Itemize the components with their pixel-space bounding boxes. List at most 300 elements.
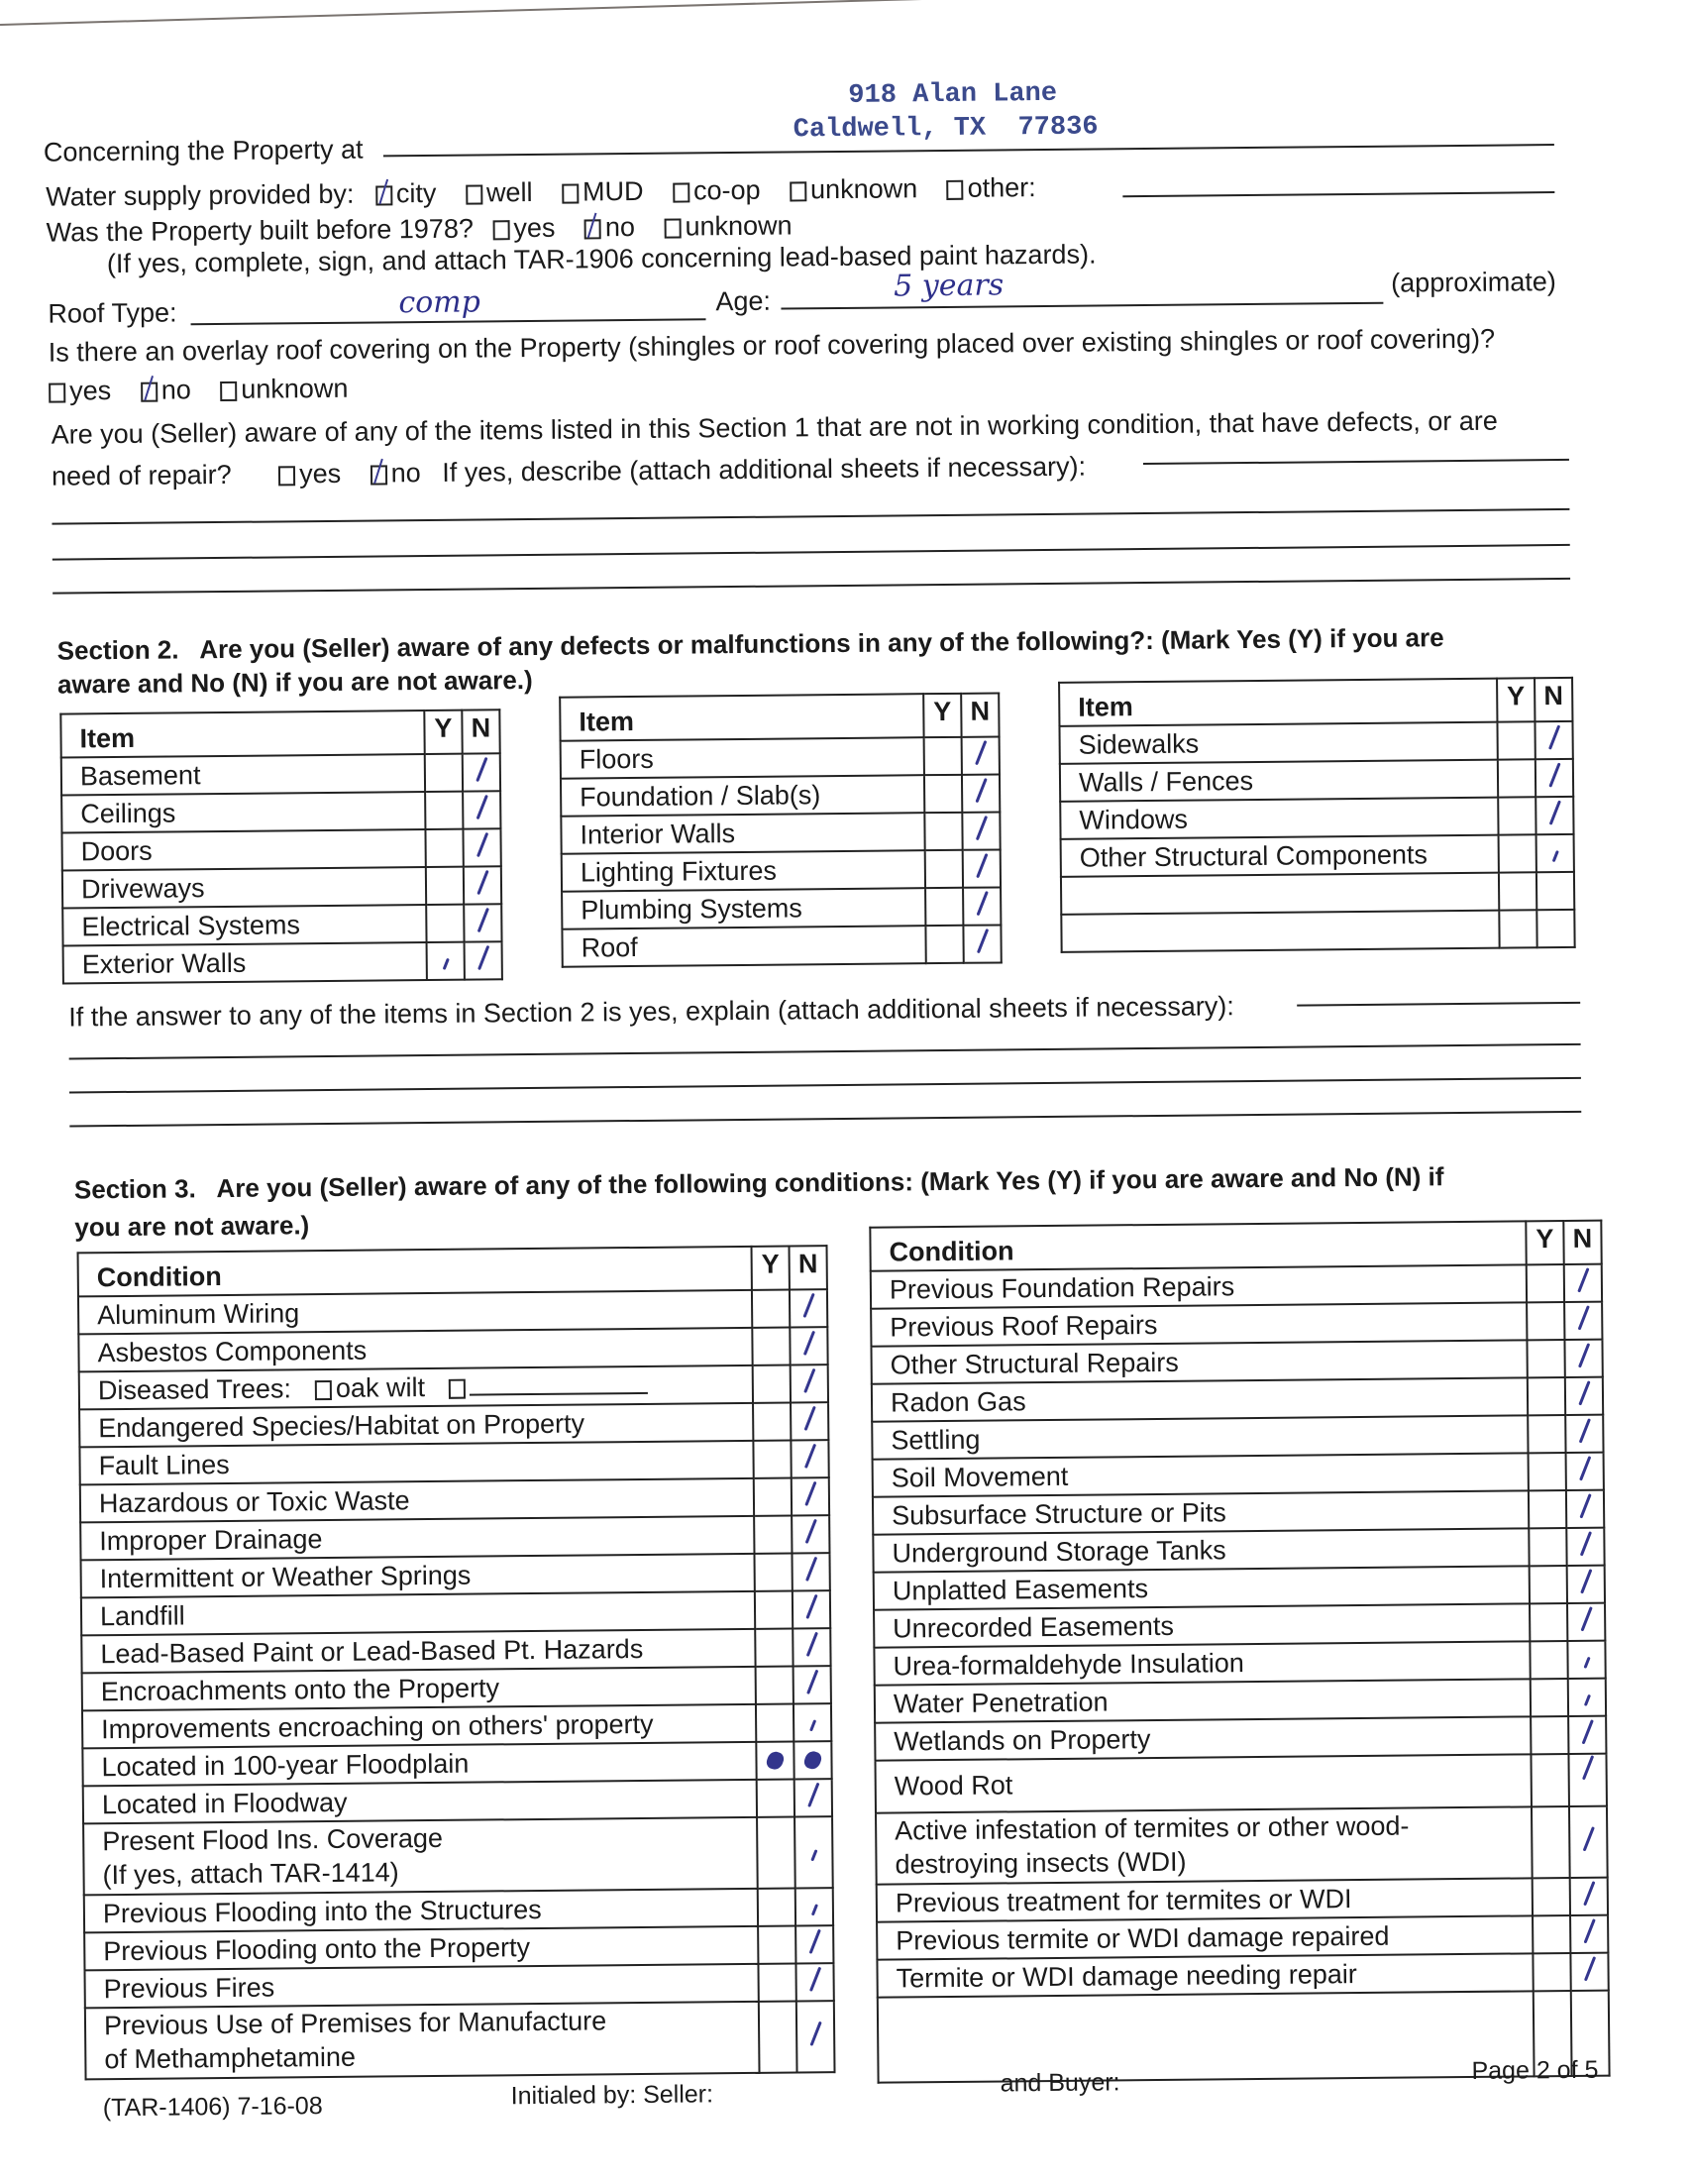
table-row — [561, 774, 1000, 816]
table-row — [1061, 834, 1574, 877]
n-cell[interactable] — [1569, 1806, 1608, 1878]
condition-label: Encroachments onto the Property — [82, 1667, 756, 1711]
repair-describe-line-3[interactable] — [53, 544, 1570, 561]
table-row — [85, 2001, 835, 2079]
table-row — [61, 753, 500, 795]
table-row — [1060, 797, 1573, 839]
overlay-no-option[interactable]: no — [141, 375, 191, 404]
condition-label: Water Penetration — [875, 1679, 1531, 1722]
check-mark-icon — [1577, 1343, 1589, 1367]
n-cell[interactable] — [794, 1666, 831, 1703]
y-cell[interactable] — [1498, 797, 1535, 834]
n-cell[interactable] — [1564, 1302, 1602, 1340]
check-mark-icon — [803, 1405, 815, 1430]
n-cell[interactable] — [465, 941, 502, 979]
n-cell[interactable] — [1566, 1453, 1604, 1490]
water-city-checkbox[interactable] — [375, 185, 392, 205]
y-cell[interactable] — [756, 1703, 794, 1741]
n-cell[interactable] — [1535, 797, 1573, 834]
y-cell[interactable] — [758, 1888, 795, 1925]
y-cell[interactable] — [1499, 910, 1536, 947]
check-mark-icon — [1582, 1826, 1594, 1851]
section2-table-3 — [1058, 677, 1576, 953]
built-unknown-option[interactable]: unknown — [664, 210, 792, 241]
check-mark-icon — [809, 2020, 821, 2045]
y-cell[interactable] — [753, 1365, 791, 1403]
built-yes-option[interactable]: yes — [492, 213, 555, 244]
condition-label[interactable] — [878, 1991, 1535, 2082]
property-label: Concerning the Property at — [43, 134, 364, 167]
repair-question-line1: Are you (Seller) aware of any of the items listed in this Section 1 that are not in working condition, that have defects, or are — [51, 405, 1498, 450]
table-row — [61, 828, 500, 870]
y-cell[interactable] — [1498, 759, 1535, 797]
condition-label: Unrecorded Easements — [874, 1603, 1530, 1647]
col-n: N — [1535, 678, 1572, 721]
water-mud-option[interactable]: MUD — [562, 176, 644, 207]
check-mark-icon — [802, 1330, 814, 1355]
check-mark-icon — [803, 1367, 815, 1392]
col-n: N — [961, 693, 999, 736]
check-mark-icon — [975, 777, 987, 802]
table-row — [61, 791, 500, 832]
n-cell[interactable] — [793, 1628, 830, 1666]
check-mark-icon — [809, 1719, 816, 1731]
n-cell[interactable] — [1567, 1603, 1605, 1641]
y-cell[interactable] — [1529, 1490, 1566, 1528]
built-unknown-checkbox[interactable] — [664, 219, 681, 239]
check-mark-icon — [1577, 1267, 1589, 1292]
n-cell[interactable] — [1564, 1340, 1602, 1377]
table-row — [1059, 721, 1572, 764]
item-label: Exterior Walls — [63, 942, 427, 984]
y-cell[interactable] — [1527, 1264, 1564, 1302]
condition-label: Urea-formaldehyde Insulation — [874, 1641, 1530, 1685]
check-mark-icon — [476, 756, 487, 781]
section2-heading-line1 — [56, 622, 1444, 666]
col-y: Y — [1526, 1221, 1563, 1264]
overlay-yes-option[interactable]: yes — [49, 376, 111, 406]
condition-label: Previous Roof Repairs — [871, 1302, 1527, 1346]
table-row — [562, 887, 1001, 928]
y-cell[interactable] — [758, 1925, 795, 1963]
roof-age-value: 5 years — [894, 268, 1005, 304]
n-cell[interactable] — [963, 925, 1001, 962]
check-mark-icon — [1578, 1380, 1590, 1405]
water-well-option[interactable]: well — [466, 177, 533, 208]
check-mark-icon — [1583, 1693, 1590, 1705]
item-label: Driveways — [62, 867, 426, 909]
repair-no-checkbox[interactable] — [371, 465, 387, 485]
y-cell[interactable] — [756, 1667, 794, 1704]
check-mark-icon — [976, 852, 988, 877]
section3-table-left — [77, 1245, 836, 2080]
water-unknown-checkbox[interactable] — [790, 181, 806, 201]
check-mark-icon — [477, 944, 489, 969]
n-cell[interactable] — [1566, 1490, 1604, 1528]
check-mark-icon — [802, 1292, 814, 1317]
other-tree-option[interactable] — [449, 1369, 648, 1401]
repair-question-row — [51, 451, 1087, 491]
repair-no-option[interactable]: no — [371, 458, 421, 488]
n-cell[interactable] — [1568, 1716, 1606, 1754]
and-buyer: and Buyer: — [1000, 2068, 1120, 2098]
y-cell[interactable] — [1530, 1603, 1567, 1641]
condition-label: Aluminum Wiring — [78, 1290, 752, 1335]
n-cell[interactable] — [1568, 1679, 1606, 1716]
condition-label: Previous Flooding onto the Property — [84, 1926, 758, 1971]
other-tree-checkbox[interactable] — [449, 1378, 466, 1398]
y-cell[interactable] — [925, 926, 963, 963]
section3-table-right — [869, 1220, 1610, 2084]
condition-label: Termite or WDI damage needing repair — [877, 1953, 1533, 1997]
y-cell[interactable] — [1533, 1953, 1570, 1991]
section2-explain-line-3[interactable] — [69, 1077, 1581, 1094]
check-mark-icon — [975, 815, 987, 839]
condition-label: Previous Use of Premises for Manufacture of Methamphetamine — [85, 2002, 760, 2080]
condition-label: Active infestation of termites or other wood- destroying insects (WDI) — [876, 1806, 1533, 1884]
y-cell[interactable] — [758, 1963, 795, 2001]
y-cell[interactable] — [1528, 1377, 1565, 1415]
y-cell[interactable] — [754, 1478, 792, 1516]
condition-label: Previous Fires — [84, 1964, 758, 2009]
n-cell[interactable] — [962, 812, 1000, 849]
y-cell[interactable] — [925, 850, 963, 888]
n-cell[interactable] — [1566, 1528, 1604, 1566]
section3-title: Are you (Seller) aware of any of the following conditions: (Mark Yes (Y) if you are aware and No (N) if — [216, 1161, 1444, 1204]
section3-heading-line1 — [73, 1161, 1444, 1205]
check-mark-icon — [1583, 1881, 1595, 1906]
check-mark-icon — [1581, 1719, 1593, 1744]
y-cell[interactable] — [754, 1554, 792, 1591]
n-cell[interactable] — [794, 1779, 832, 1816]
water-coop-checkbox[interactable] — [673, 182, 689, 202]
n-cell[interactable] — [963, 849, 1001, 887]
y-cell[interactable] — [924, 737, 962, 775]
item-label: Doors — [61, 829, 425, 871]
diseased-trees-cell — [79, 1365, 753, 1410]
y-cell[interactable] — [754, 1516, 792, 1554]
address-line-2: Caldwell, TX 77836 — [793, 112, 1099, 146]
n-cell[interactable] — [463, 791, 500, 828]
n-cell[interactable] — [1567, 1566, 1605, 1603]
n-cell[interactable] — [793, 1590, 830, 1628]
y-cell[interactable] — [427, 942, 465, 980]
n-cell[interactable] — [1568, 1754, 1607, 1806]
y-cell[interactable] — [756, 1741, 794, 1779]
condition-label: Fault Lines — [79, 1441, 753, 1485]
col-condition: Condition — [870, 1221, 1526, 1270]
scribble-mark-icon — [802, 1749, 823, 1771]
oak-wilt-checkbox[interactable] — [315, 1379, 332, 1399]
col-y: Y — [752, 1247, 790, 1290]
built-no-option[interactable]: no — [584, 212, 635, 242]
n-cell[interactable] — [464, 904, 501, 941]
check-mark-icon — [1579, 1493, 1591, 1518]
repair-describe-line-4[interactable] — [53, 578, 1570, 595]
check-mark-icon — [476, 794, 487, 819]
check-mark-icon — [806, 1669, 818, 1693]
y-cell[interactable] — [1530, 1566, 1567, 1603]
item-label: Walls / Fences — [1060, 760, 1498, 802]
roof-age-label: Age: — [715, 285, 772, 317]
y-cell[interactable] — [1499, 872, 1536, 910]
n-cell[interactable] — [1570, 1953, 1608, 1991]
n-cell[interactable] — [1567, 1641, 1605, 1679]
section2-table-2 — [559, 692, 1003, 967]
overlay-unknown-checkbox[interactable] — [220, 382, 237, 401]
check-mark-icon — [1583, 1918, 1595, 1943]
n-cell[interactable] — [463, 828, 500, 866]
item-label: Foundation / Slab(s) — [561, 775, 924, 817]
y-cell[interactable] — [426, 905, 464, 942]
condition-label: Landfill — [81, 1591, 755, 1636]
check-mark-icon — [808, 1966, 820, 1991]
overlay-no-checkbox[interactable] — [141, 382, 158, 402]
condition-label: Lead-Based Paint or Lead-Based Pt. Hazards — [81, 1629, 755, 1674]
y-cell[interactable] — [1531, 1679, 1568, 1716]
built-no-checkbox[interactable] — [584, 219, 601, 239]
check-mark-icon — [808, 1928, 820, 1953]
y-cell[interactable] — [752, 1290, 790, 1328]
n-cell[interactable] — [962, 774, 1000, 812]
water-other-checkbox[interactable] — [947, 180, 964, 200]
check-mark-icon — [1547, 724, 1559, 749]
n-cell[interactable] — [1570, 1878, 1608, 1915]
condition-label: Soil Movement — [873, 1453, 1529, 1496]
condition-label: Located in Floodway — [83, 1780, 757, 1824]
check-mark-icon — [803, 1443, 815, 1468]
n-cell[interactable] — [1564, 1264, 1602, 1302]
y-cell[interactable] — [1527, 1302, 1564, 1340]
y-cell[interactable] — [1529, 1453, 1566, 1490]
item-label[interactable] — [1061, 911, 1499, 952]
lead-paint-note: (If yes, complete, sign, and attach TAR-1906 concerning lead-based paint hazards). — [106, 239, 1097, 279]
water-supply-row — [46, 174, 1058, 211]
y-cell[interactable] — [757, 1779, 794, 1816]
check-mark-icon — [976, 928, 988, 952]
n-cell[interactable] — [794, 1703, 831, 1741]
n-cell[interactable] — [794, 1816, 833, 1888]
item-label: Roof — [562, 926, 925, 967]
water-well-checkbox[interactable] — [466, 184, 482, 204]
check-mark-icon — [805, 1593, 817, 1618]
condition-label: Hazardous or Toxic Waste — [80, 1478, 754, 1523]
y-cell[interactable] — [755, 1591, 793, 1629]
y-cell[interactable] — [1530, 1641, 1567, 1679]
col-item: Item — [560, 694, 923, 741]
table-row — [1060, 759, 1573, 802]
condition-label: Present Flood Ins. Coverage (If yes, attach TAR-1414) — [83, 1817, 758, 1896]
n-cell[interactable] — [792, 1477, 829, 1515]
condition-label: Intermittent or Weather Springs — [81, 1554, 755, 1598]
property-address-field[interactable] — [383, 144, 1554, 157]
check-mark-icon — [1579, 1531, 1591, 1556]
y-cell[interactable] — [425, 829, 463, 867]
n-cell[interactable] — [1565, 1415, 1603, 1453]
check-mark-icon — [476, 869, 488, 894]
n-cell[interactable] — [794, 1741, 831, 1779]
section2-explain-field[interactable] — [1297, 1002, 1580, 1007]
built-before-1978-row — [47, 212, 814, 246]
repair-question-line2: need of repair? — [51, 459, 232, 491]
item-label: Electrical Systems — [62, 905, 426, 946]
water-city-option[interactable]: city — [375, 178, 437, 209]
condition-label: Settling — [872, 1415, 1528, 1459]
page-number: Page 2 of 5 — [1471, 2055, 1599, 2085]
check-mark-icon — [1580, 1606, 1592, 1631]
table-row — [1061, 872, 1574, 915]
n-cell[interactable] — [790, 1327, 827, 1365]
y-cell[interactable] — [924, 813, 962, 850]
y-cell[interactable] — [755, 1629, 793, 1667]
repair-yes-checkbox[interactable] — [278, 466, 295, 486]
repair-describe-line-2[interactable] — [52, 508, 1569, 525]
condition-label: Endangered Species/Habitat on Property — [79, 1403, 753, 1448]
section2-explain-label: If the answer to any of the items in Section 2 is yes, explain (attach additional sheets if necessary): — [68, 991, 1234, 1033]
y-cell[interactable] — [752, 1328, 790, 1365]
check-mark-icon — [804, 1556, 816, 1581]
n-cell[interactable] — [962, 736, 1000, 774]
y-cell[interactable] — [924, 775, 962, 813]
item-label: Basement — [61, 754, 425, 796]
overlay-options-row — [49, 373, 370, 406]
y-cell[interactable] — [1531, 1754, 1569, 1806]
check-mark-icon — [810, 1849, 817, 1861]
y-cell[interactable] — [925, 888, 963, 926]
table-row — [562, 925, 1001, 966]
condition-label: Wetlands on Property — [875, 1716, 1531, 1760]
n-cell[interactable] — [791, 1365, 828, 1402]
footer — [10, 2055, 1694, 2123]
col-y: Y — [1497, 678, 1535, 721]
condition-label: Previous treatment for termites or WDI — [877, 1878, 1533, 1921]
roof-type-value: comp — [398, 284, 481, 321]
item-label: Ceilings — [61, 792, 425, 833]
y-cell[interactable] — [759, 2001, 797, 2072]
water-coop-option[interactable]: co-op — [673, 175, 761, 206]
section2-title: Are you (Seller) aware of any defects or malfunctions in any of the following?: (Mark Yes (Y) if you are — [199, 622, 1444, 665]
item-label: Plumbing Systems — [562, 888, 925, 929]
item-label: Other Structural Components — [1061, 835, 1499, 877]
condition-label: Unplatted Easements — [874, 1566, 1530, 1609]
y-cell[interactable] — [1533, 1878, 1570, 1915]
check-mark-icon — [1577, 1305, 1589, 1330]
check-mark-icon — [476, 907, 488, 931]
y-cell[interactable] — [753, 1403, 791, 1441]
check-mark-icon — [1581, 1755, 1593, 1780]
n-cell[interactable] — [791, 1402, 828, 1440]
condition-label: Asbestos Components — [78, 1328, 752, 1372]
col-n: N — [790, 1246, 827, 1289]
water-supply-label: Water supply provided by: — [46, 178, 355, 212]
n-cell[interactable] — [963, 887, 1001, 925]
form-id: (TAR-1406) 7-16-08 — [102, 2092, 323, 2123]
col-condition: Condition — [78, 1247, 752, 1297]
n-cell[interactable] — [1565, 1377, 1603, 1415]
y-cell[interactable] — [1528, 1415, 1565, 1453]
condition-label: Wood Rot — [875, 1754, 1531, 1812]
n-cell[interactable] — [795, 1888, 833, 1925]
n-cell[interactable] — [795, 1963, 833, 2001]
n-cell[interactable] — [1536, 910, 1574, 947]
table-row — [561, 812, 1000, 853]
section2-explain-line-2[interactable] — [69, 1043, 1581, 1060]
y-cell[interactable] — [1531, 1716, 1568, 1754]
col-y: Y — [923, 694, 961, 737]
y-cell[interactable] — [1527, 1340, 1564, 1377]
y-cell[interactable] — [1533, 1915, 1570, 1953]
y-cell[interactable] — [1497, 721, 1535, 759]
check-mark-icon — [976, 890, 988, 915]
condition-label: Improvements encroaching on others' property — [82, 1704, 756, 1749]
n-cell[interactable] — [464, 866, 501, 904]
n-cell[interactable] — [791, 1440, 828, 1477]
overlay-unknown-option[interactable]: unknown — [220, 374, 348, 404]
y-cell[interactable] — [757, 1816, 795, 1888]
condition-label: Previous Foundation Repairs — [871, 1264, 1527, 1308]
water-unknown-option[interactable]: unknown — [790, 173, 917, 204]
repair-yes-option[interactable]: yes — [278, 459, 341, 490]
repair-describe-field[interactable] — [1143, 459, 1569, 465]
condition-label: Located in 100-year Floodplain — [82, 1742, 756, 1787]
water-other-option[interactable]: other: — [947, 172, 1036, 203]
n-cell[interactable] — [463, 753, 500, 791]
other-tree-field[interactable] — [470, 1391, 648, 1395]
col-y: Y — [424, 710, 462, 754]
table-row — [562, 849, 1001, 891]
n-cell[interactable] — [1536, 834, 1574, 872]
roof-age-field[interactable] — [781, 302, 1383, 310]
n-cell[interactable] — [1570, 1915, 1608, 1953]
pen-dot-icon — [442, 957, 449, 969]
water-mud-checkbox[interactable] — [562, 184, 579, 204]
y-cell[interactable] — [426, 867, 464, 905]
table-row — [62, 904, 501, 945]
oak-wilt-option[interactable]: oak wilt — [315, 1372, 425, 1403]
condition-label: Radon Gas — [872, 1377, 1528, 1421]
check-mark-icon — [1578, 1418, 1590, 1443]
n-cell[interactable] — [1535, 721, 1572, 759]
scribble-mark-icon — [765, 1749, 786, 1771]
condition-label: Improper Drainage — [80, 1516, 754, 1561]
item-label[interactable] — [1061, 873, 1499, 915]
n-cell[interactable] — [1536, 872, 1574, 910]
n-cell[interactable] — [1535, 759, 1573, 797]
n-cell[interactable] — [790, 1289, 827, 1327]
condition-label: Previous termite or WDI damage repaired — [877, 1915, 1533, 1959]
overlay-yes-checkbox[interactable] — [49, 382, 65, 402]
y-cell[interactable] — [1529, 1528, 1566, 1566]
n-cell[interactable] — [792, 1515, 829, 1553]
y-cell[interactable] — [425, 754, 463, 792]
check-mark-icon — [1580, 1569, 1592, 1593]
condition-label: Other Structural Repairs — [871, 1340, 1527, 1383]
y-cell[interactable] — [425, 792, 463, 829]
y-cell[interactable] — [753, 1441, 791, 1478]
n-cell[interactable] — [795, 1925, 833, 1963]
item-label: Lighting Fixtures — [562, 850, 925, 892]
built-yes-checkbox[interactable] — [492, 220, 509, 240]
check-mark-icon — [1579, 1456, 1591, 1480]
check-mark-icon — [1583, 1656, 1590, 1668]
y-cell[interactable] — [1532, 1806, 1570, 1878]
y-cell[interactable] — [1499, 834, 1536, 872]
n-cell[interactable] — [792, 1553, 829, 1590]
section2-explain-line-4[interactable] — [69, 1111, 1581, 1128]
n-cell[interactable] — [796, 2001, 835, 2072]
water-other-field[interactable] — [1122, 191, 1554, 197]
check-mark-icon — [1583, 1956, 1595, 1981]
